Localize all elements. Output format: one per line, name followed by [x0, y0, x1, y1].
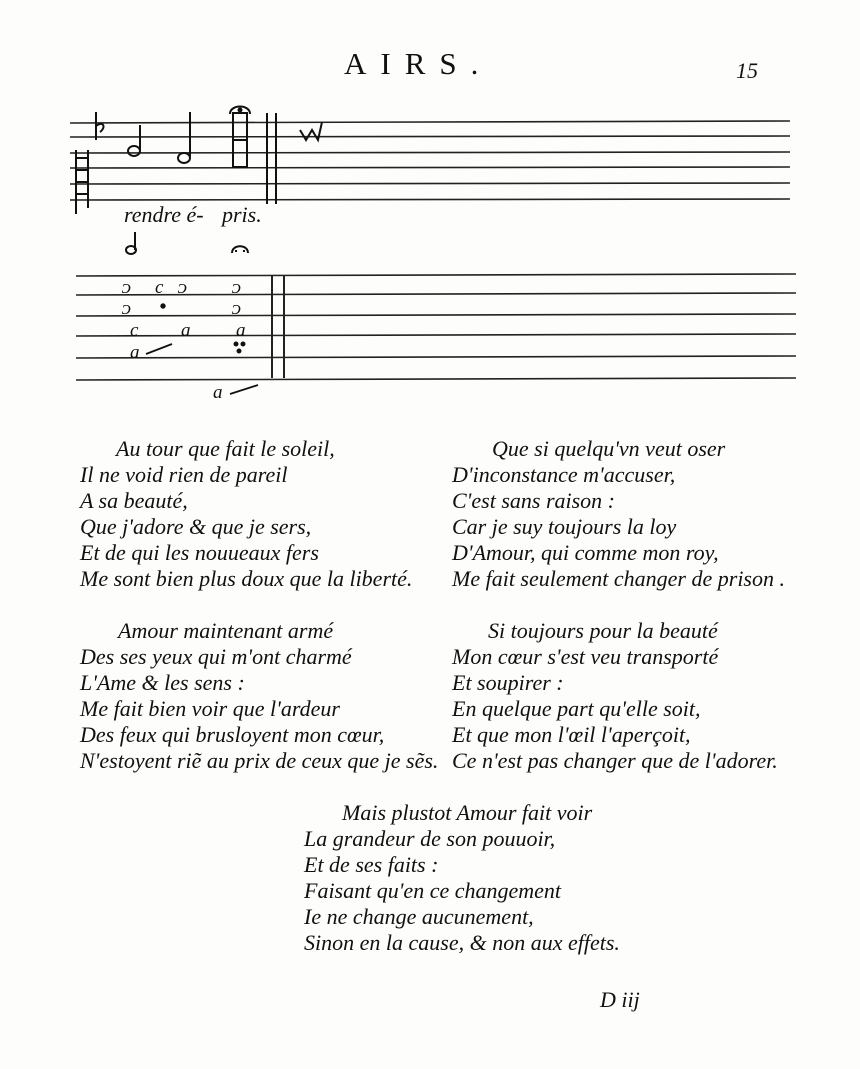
verse-line: Des feux qui brusloyent mon cœur, [80, 722, 385, 747]
stanza-1 [80, 436, 412, 592]
bar-lines [267, 113, 276, 204]
verse-line: Me fait seulement changer de prison . [452, 566, 785, 591]
verse-line: Mon cœur s'est veu transporté [452, 644, 719, 669]
staff-bracket [76, 150, 88, 214]
svg-text:ᴐ: ᴐ [178, 277, 187, 298]
signature-mark: D iij [600, 987, 640, 1012]
tab-letter-c: c [155, 277, 164, 298]
tab-letter-a: a [213, 382, 223, 403]
lyric-word: rendre é- [124, 202, 204, 227]
running-title: AIRS. [344, 46, 493, 81]
verse-line: Et de ses faits : [304, 852, 439, 877]
svg-text:ᴐ: ᴐ [122, 277, 131, 298]
verse-line: Et soupirer : [452, 670, 564, 695]
verse-line: Au tour que fait le soleil, [116, 436, 335, 461]
verse-line: Car je suy toujours la loy [452, 514, 677, 539]
svg-text:ᴐ: ᴐ [232, 277, 241, 298]
verse-line: Ie ne change aucunement, [304, 904, 534, 929]
stanza-5 [304, 800, 620, 956]
stanza-2 [452, 436, 785, 592]
svg-text:ᴐ: ᴐ [122, 298, 131, 319]
verse-line: Amour maintenant armé [118, 618, 334, 643]
verse-line: A sa beauté, [80, 488, 188, 513]
lyric-word: pris. [222, 202, 262, 227]
tab-letter-a: a [181, 320, 191, 341]
verse-line: La grandeur de son pouuoir, [304, 826, 556, 851]
stanza-3 [80, 618, 438, 774]
verse-line: D'Amour, qui comme mon roy, [452, 540, 719, 565]
verse-line: Mais plustot Amour fait voir [342, 800, 593, 825]
verse-line: L'Ame & les sens : [80, 670, 245, 695]
verse-line: Me fait bien voir que l'ardeur [80, 696, 340, 721]
page-number: 15 [736, 58, 758, 83]
verse-line: C'est sans raison : [452, 488, 616, 513]
verse-line: Que si quelqu'vn veut oser [492, 436, 726, 461]
verse-line: Sinon en la cause, & non aux effets. [304, 930, 620, 955]
verse-line: En quelque part qu'elle soit, [452, 696, 701, 721]
stanza-4 [452, 618, 778, 774]
verse-line: Il ne void rien de pareil [80, 462, 288, 487]
verse-line: N'estoyent riẽ au prix de ceux que je sẽs. [80, 748, 439, 773]
verse-line: Et de qui les nouueaux fers [80, 540, 319, 565]
verse-line: Faisant qu'en ce changement [304, 878, 562, 903]
svg-text:ᴐ: ᴐ [232, 298, 241, 319]
verse-line: Me sont bien plus doux que la liberté. [80, 566, 413, 591]
tab-letter-a: a [130, 342, 140, 363]
tab-letters [121, 277, 246, 403]
tab-letter-a: a [236, 320, 246, 341]
verse-line: Et que mon l'œil l'aperçoit, [452, 722, 691, 747]
tab-letter-c: c [130, 320, 139, 341]
verse-line: D'inconstance m'accuser, [452, 462, 676, 487]
verse-line: Des ses yeux qui m'ont charmé [80, 644, 352, 669]
verse-line: Si toujours pour la beauté [488, 618, 718, 643]
verse-line: Ce n'est pas changer que de l'adorer. [452, 748, 778, 773]
lute-rhythm-signs [126, 232, 248, 254]
verse-line: Que j'adore & que je sers, [80, 514, 312, 539]
